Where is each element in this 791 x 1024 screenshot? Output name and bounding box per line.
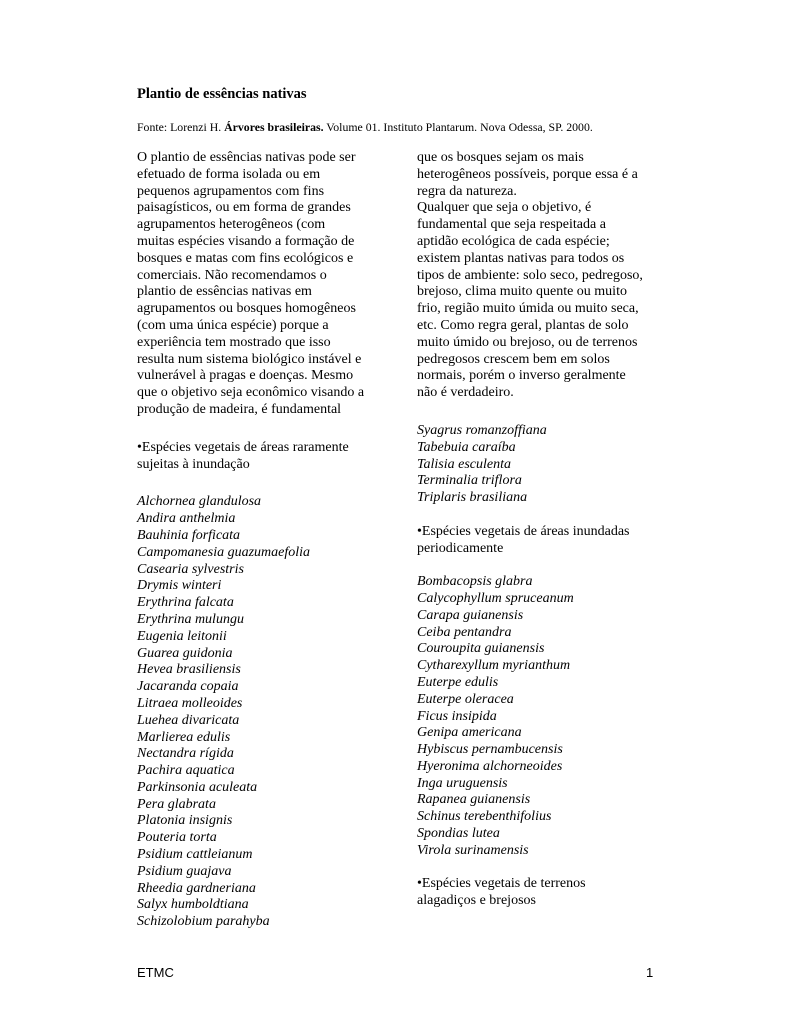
paragraph-line: brejoso, clima muito quente ou muito [417,284,627,300]
species-item: Bombacopsis glabra [417,574,533,590]
species-item: Rheedia gardneriana [137,880,256,896]
species-item: Casearia sylvestris [137,561,244,577]
paragraph-line: muitas espécies visando a formação de [137,233,355,249]
species-item: Cytharexyllum myrianthum [417,658,571,674]
species-item: Erythrina falcata [137,595,234,611]
section-heading-periodically-flooded [417,524,667,558]
species-item: Parkinsonia aculeata [137,779,258,795]
paragraph-line: resulta num sistema biológico instável e [137,351,362,367]
species-item: Campomanesia guazumaefolia [137,544,311,560]
species-item: Terminalia triflora [417,473,522,489]
paragraph-line: produção de madeira, é fundamental [137,401,342,417]
paragraph-line: etc. Como regra geral, plantas de solo [417,317,629,333]
paragraph-line: normais, porém o inverso geralmente [417,368,626,384]
species-item: Alchornea glandulosa [137,494,262,510]
paragraph-line: agrupamentos heterogêneos (com [137,217,326,233]
paragraph-line: pedregosos crescem bem em solos [417,351,610,367]
page-number: 1 [646,965,654,980]
species-list-rarely-flooded-continued [417,423,667,507]
species-list-periodically-flooded [417,574,667,860]
heading-line: •Espécies vegetais de áreas raramente [137,439,349,455]
species-item: Triplaris brasiliana [417,490,528,506]
page-title: Plantio de essências nativas [137,86,307,102]
left-column [137,150,387,931]
species-item: Andira anthelmia [137,511,236,527]
intro-paragraph [137,150,387,419]
paragraph-line: aptidão ecológica de cada espécie; [417,233,610,249]
species-item: Schizolobium parahyba [137,914,270,930]
species-item: Genipa americana [417,725,522,741]
species-item: Ceiba pentandra [417,624,512,640]
species-item: Hybiscus pernambucensis [417,742,563,758]
paragraph-line: experiência tem mostrado que isso [137,334,331,350]
section-heading-rarely-flooded [137,440,387,474]
paragraph-line: que os bosques sejam os mais [417,150,584,165]
paragraph-line: O plantio de essências nativas pode ser [137,150,356,165]
paragraph-line: comerciais. Não recomendamos o [137,267,327,283]
species-item: Talisia esculenta [417,456,511,472]
paragraph-line: paisagísticos, ou em forma de grandes [137,200,351,216]
species-item: Erythrina mulungu [137,611,244,627]
paragraph-line: fundamental que seja respeitada a [417,217,606,233]
species-list-rarely-flooded [137,494,387,931]
paragraph-line: (com uma única espécie) porque a [137,317,329,333]
heading-line: •Espécies vegetais de terrenos [417,876,586,892]
paragraph-line: que o objetivo seja econômico visando a [137,385,365,401]
species-item: Salyx humboldtiana [137,897,249,913]
species-item: Ficus insipida [417,708,497,724]
paragraph-line: heterogêneos possíveis, porque essa é a [417,166,638,182]
footer-label: ETMC [137,965,174,980]
species-item: Psidium cattleianum [137,847,253,863]
species-item: Platonia insignis [137,813,233,829]
species-item: Hyeronima alchorneoides [417,758,563,774]
species-item: Marlierea edulis [137,729,231,745]
species-item: Jacaranda copaia [137,679,239,695]
source-details: Volume 01. Instituto Plantarum. Nova Odessa, SP. 2000. [323,120,593,134]
paragraph-line: vulnerável à pragas e doenças. Mesmo [137,368,354,384]
species-item: Eugenia leitonii [137,628,227,644]
section-heading-swampy-terrain [417,876,667,910]
paragraph-line: pequenos agrupamentos com fins [137,183,325,199]
paragraph-line: plantio de essências nativas em [137,284,312,300]
species-item: Pachira aquatica [137,763,235,779]
intro-paragraph-continued [417,150,667,402]
species-item: Pouteria torta [137,830,217,846]
species-item: Schinus terebenthifolius [417,809,552,825]
heading-line: periodicamente [417,540,504,556]
paragraph-line: bosques e matas com fins ecológicos e [137,250,354,266]
right-column [417,150,667,910]
species-item: Nectandra rígida [137,746,234,762]
species-item: Rapanea guianensis [417,792,531,808]
species-item: Litraea molleoides [137,695,243,711]
paragraph-line: existem plantas nativas para todos os [417,250,625,266]
paragraph-line: muito úmido ou brejoso, ou de terrenos [417,334,638,350]
paragraph-line: regra da natureza. [417,183,517,199]
paragraph-line: não é verdadeiro. [417,385,514,401]
heading-line: •Espécies vegetais de áreas inundadas [417,523,630,539]
species-item: Carapa guianensis [417,607,524,623]
paragraph-line: tipos de ambiente: solo seco, pedregoso, [417,267,643,283]
heading-line: sujeitas à inundação [137,456,250,472]
species-item: Euterpe oleracea [417,691,514,707]
species-item: Guarea guidonia [137,645,233,661]
source-citation [137,119,593,135]
paragraph-line: frio, região muito úmida ou muito seca, [417,301,639,317]
paragraph-line: agrupamentos ou bosques homogêneos [137,301,356,317]
species-item: Couroupita guianensis [417,641,545,657]
species-item: Drymis winteri [137,578,222,594]
species-item: Luehea divaricata [137,712,240,728]
species-item: Calycophyllum spruceanum [417,590,574,606]
paragraph-line: Qualquer que seja o objetivo, é [417,200,592,216]
species-item: Bauhinia forficata [137,527,241,543]
species-item: Tabebuia caraíba [417,439,516,455]
species-item: Inga uruguensis [417,775,508,791]
species-item: Hevea brasiliensis [137,662,241,678]
species-item: Spondias lutea [417,826,500,842]
species-item: Euterpe edulis [417,674,499,690]
paragraph-line: efetuado de forma isolada ou em [137,166,321,182]
source-book-title: Árvores brasileiras. [224,120,324,134]
species-item: Psidium guajava [137,863,232,879]
species-item: Virola surinamensis [417,842,529,858]
species-item: Pera glabrata [137,796,216,812]
species-item: Syagrus romanzoffiana [417,422,547,438]
heading-line: alagadiços e brejosos [417,893,536,909]
source-prefix: Fonte: Lorenzi H. [137,120,225,134]
